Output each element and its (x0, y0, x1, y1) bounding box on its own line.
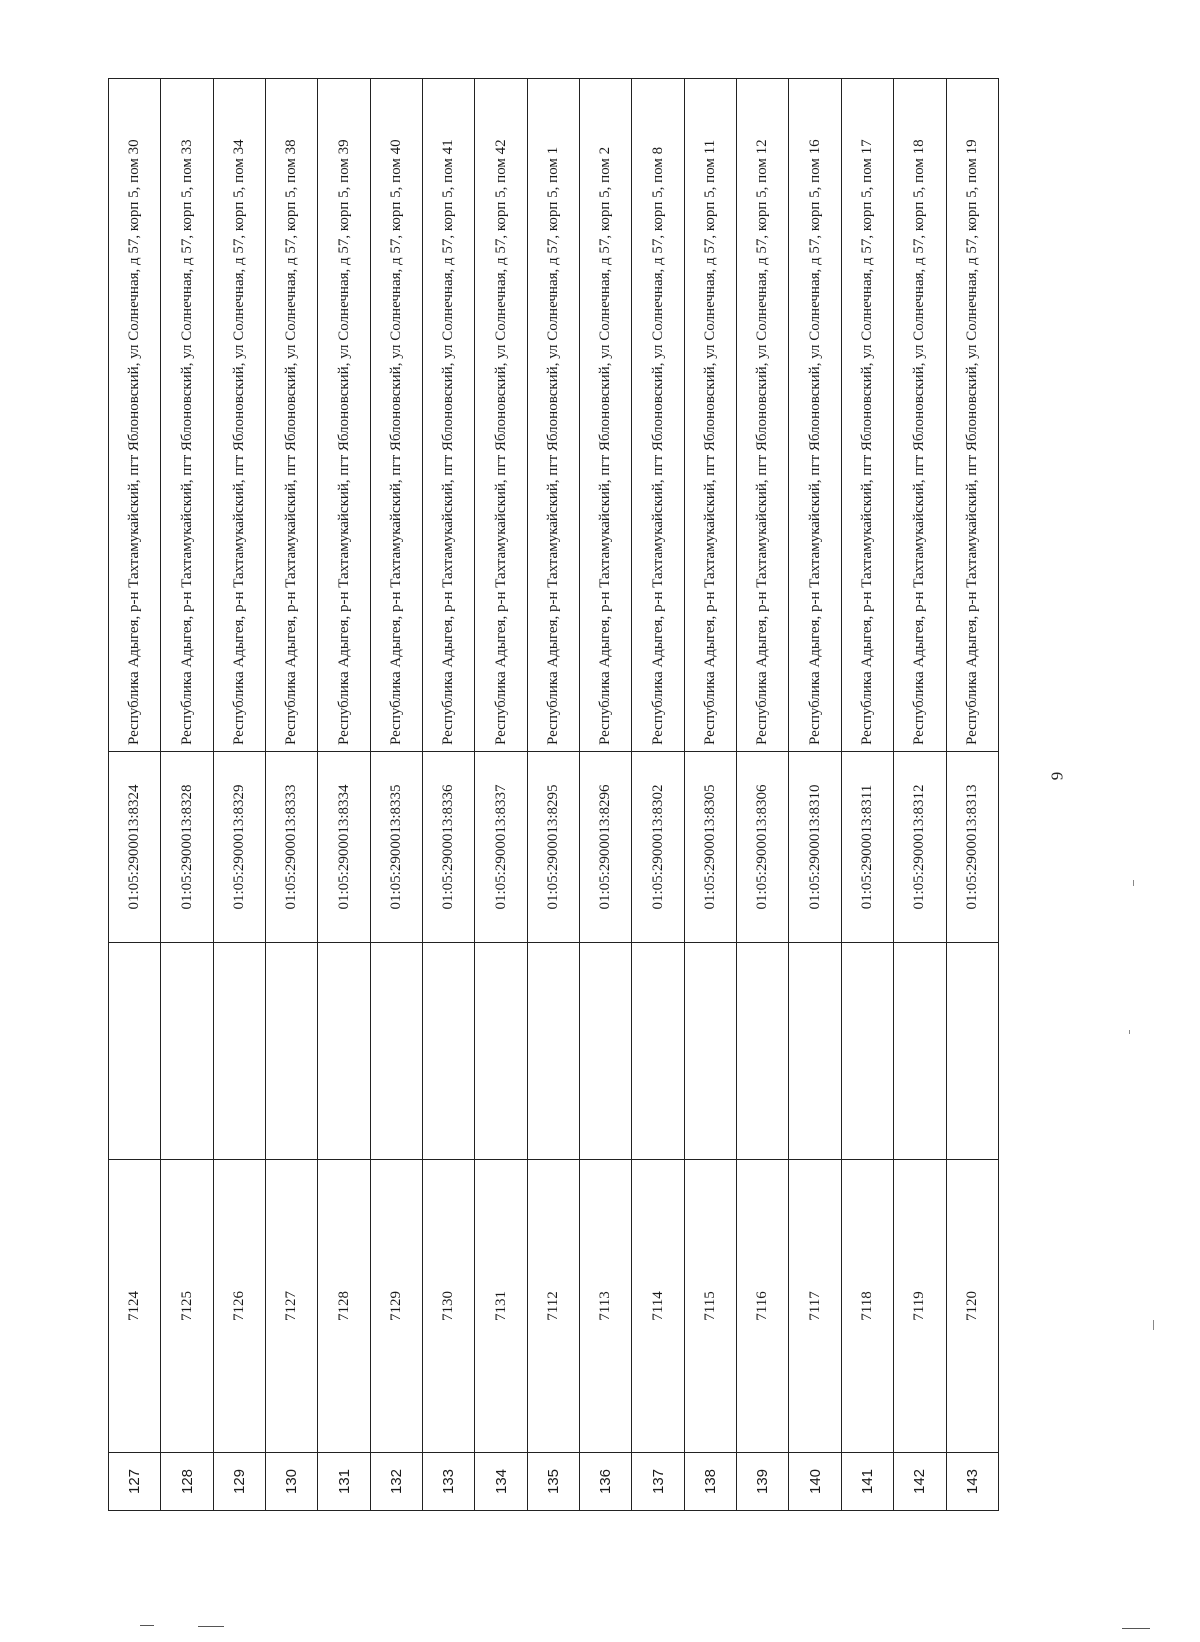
table-row (213, 79, 265, 1511)
record-id-cell: 7118 (841, 1160, 893, 1453)
address-cell: Республика Адыгея, р-н Тахтамукайский, пгт Яблоновский, ул Солнечная, д 57, корп 5, пом 38 (266, 79, 318, 752)
row-number-cell: 127 (109, 1453, 161, 1511)
row-number-cell: 129 (213, 1453, 265, 1511)
record-id-cell: 7131 (475, 1160, 527, 1453)
row-number-cell: 138 (684, 1453, 736, 1511)
row-number-cell: 139 (737, 1453, 789, 1511)
record-id-cell: 7113 (580, 1160, 632, 1453)
record-id-cell: 7126 (213, 1160, 265, 1453)
cadastral-number-cell: 01:05:2900013:8324 (109, 752, 161, 943)
empty-cell (213, 943, 265, 1160)
scan-mark (140, 1625, 154, 1626)
cadastral-number-cell: 01:05:2900013:8305 (684, 752, 736, 943)
empty-cell (684, 943, 736, 1160)
record-id-cell: 7114 (632, 1160, 684, 1453)
cadastral-number-cell: 01:05:2900013:8337 (475, 752, 527, 943)
record-id-cell: 7119 (894, 1160, 946, 1453)
record-id-cell: 7125 (161, 1160, 213, 1453)
scan-speck (1129, 1030, 1130, 1034)
empty-cell (946, 943, 999, 1160)
table-row (946, 79, 999, 1511)
row-number-cell: 133 (423, 1453, 475, 1511)
scan-mark (1122, 1628, 1150, 1629)
empty-cell (475, 943, 527, 1160)
cadastral-number-cell: 01:05:2900013:8302 (632, 752, 684, 943)
address-cell: Республика Адыгея, р-н Тахтамукайский, пгт Яблоновский, ул Солнечная, д 57, корп 5, пом 34 (213, 79, 265, 752)
empty-cell (266, 943, 318, 1160)
address-cell: Республика Адыгея, р-н Тахтамукайский, пгт Яблоновский, ул Солнечная, д 57, корп 5, пом 11 (684, 79, 736, 752)
cadastral-number-cell: 01:05:2900013:8328 (161, 752, 213, 943)
empty-cell (318, 943, 370, 1160)
address-cell: Республика Адыгея, р-н Тахтамукайский, пгт Яблоновский, ул Солнечная, д 57, корп 5, пом 17 (841, 79, 893, 752)
empty-cell (580, 943, 632, 1160)
row-number-cell: 140 (789, 1453, 841, 1511)
address-cell: Республика Адыгея, р-н Тахтамукайский, пгт Яблоновский, ул Солнечная, д 57, корп 5, пом 39 (318, 79, 370, 752)
record-id-cell: 7120 (946, 1160, 999, 1453)
record-id-cell: 7116 (737, 1160, 789, 1453)
empty-cell (789, 943, 841, 1160)
row-number-cell: 142 (894, 1453, 946, 1511)
row-number-cell: 130 (266, 1453, 318, 1511)
empty-cell (370, 943, 422, 1160)
rotated-table-wrapper (108, 79, 999, 1511)
table-row (266, 79, 318, 1511)
address-cell: Республика Адыгея, р-н Тахтамукайский, пгт Яблоновский, ул Солнечная, д 57, корп 5, пом 2 (580, 79, 632, 752)
table-row (423, 79, 475, 1511)
cadastral-number-cell: 01:05:2900013:8311 (841, 752, 893, 943)
address-cell: Республика Адыгея, р-н Тахтамукайский, пгт Яблоновский, ул Солнечная, д 57, корп 5, пом 19 (946, 79, 999, 752)
record-id-cell: 7117 (789, 1160, 841, 1453)
record-id-cell: 7124 (109, 1160, 161, 1453)
record-id-cell: 7129 (370, 1160, 422, 1453)
property-register-table (108, 78, 999, 1511)
table-row (841, 79, 893, 1511)
address-cell: Республика Адыгея, р-н Тахтамукайский, пгт Яблоновский, ул Солнечная, д 57, корп 5, пом 8 (632, 79, 684, 752)
address-cell: Республика Адыгея, р-н Тахтамукайский, пгт Яблоновский, ул Солнечная, д 57, корп 5, пом 16 (789, 79, 841, 752)
address-cell: Республика Адыгея, р-н Тахтамукайский, пгт Яблоновский, ул Солнечная, д 57, корп 5, пом 40 (370, 79, 422, 752)
row-number-cell: 141 (841, 1453, 893, 1511)
cadastral-number-cell: 01:05:2900013:8310 (789, 752, 841, 943)
cadastral-number-cell: 01:05:2900013:8329 (213, 752, 265, 943)
table-row (737, 79, 789, 1511)
row-number-cell: 134 (475, 1453, 527, 1511)
scan-speck (1153, 1320, 1154, 1330)
table-row (527, 79, 579, 1511)
address-cell: Республика Адыгея, р-н Тахтамукайский, пгт Яблоновский, ул Солнечная, д 57, корп 5, пом 1 (527, 79, 579, 752)
cadastral-number-cell: 01:05:2900013:8295 (527, 752, 579, 943)
cadastral-number-cell: 01:05:2900013:8312 (894, 752, 946, 943)
address-cell: Республика Адыгея, р-н Тахтамукайский, пгт Яблоновский, ул Солнечная, д 57, корп 5, пом 12 (737, 79, 789, 752)
scan-mark (198, 1626, 224, 1627)
table-row (109, 79, 161, 1511)
row-number-cell: 132 (370, 1453, 422, 1511)
address-cell: Республика Адыгея, р-н Тахтамукайский, пгт Яблоновский, ул Солнечная, д 57, корп 5, пом 18 (894, 79, 946, 752)
address-cell: Республика Адыгея, р-н Тахтамукайский, пгт Яблоновский, ул Солнечная, д 57, корп 5, пом 30 (109, 79, 161, 752)
cadastral-number-cell: 01:05:2900013:8333 (266, 752, 318, 943)
address-cell: Республика Адыгея, р-н Тахтамукайский, пгт Яблоновский, ул Солнечная, д 57, корп 5, пом 42 (475, 79, 527, 752)
cadastral-number-cell: 01:05:2900013:8296 (580, 752, 632, 943)
cadastral-number-cell: 01:05:2900013:8336 (423, 752, 475, 943)
record-id-cell: 7115 (684, 1160, 736, 1453)
table-row (318, 79, 370, 1511)
cadastral-number-cell: 01:05:2900013:8335 (370, 752, 422, 943)
table-row (370, 79, 422, 1511)
empty-cell (161, 943, 213, 1160)
empty-cell (632, 943, 684, 1160)
table-row (475, 79, 527, 1511)
table-row (161, 79, 213, 1511)
scan-speck (1133, 880, 1134, 886)
table-row (632, 79, 684, 1511)
empty-cell (423, 943, 475, 1160)
record-id-cell: 7128 (318, 1160, 370, 1453)
table-row (789, 79, 841, 1511)
empty-cell (894, 943, 946, 1160)
row-number-cell: 131 (318, 1453, 370, 1511)
cadastral-number-cell: 01:05:2900013:8313 (946, 752, 999, 943)
row-number-cell: 136 (580, 1453, 632, 1511)
empty-cell (109, 943, 161, 1160)
empty-cell (737, 943, 789, 1160)
record-id-cell: 7130 (423, 1160, 475, 1453)
row-number-cell: 135 (527, 1453, 579, 1511)
cadastral-number-cell: 01:05:2900013:8334 (318, 752, 370, 943)
table-row (580, 79, 632, 1511)
cadastral-number-cell: 01:05:2900013:8306 (737, 752, 789, 943)
table-row (894, 79, 946, 1511)
record-id-cell: 7112 (527, 1160, 579, 1453)
address-cell: Республика Адыгея, р-н Тахтамукайский, пгт Яблоновский, ул Солнечная, д 57, корп 5, пом 41 (423, 79, 475, 752)
page-number: 9 (1047, 771, 1067, 781)
address-cell: Республика Адыгея, р-н Тахтамукайский, пгт Яблоновский, ул Солнечная, д 57, корп 5, пом 33 (161, 79, 213, 752)
row-number-cell: 137 (632, 1453, 684, 1511)
table-row (684, 79, 736, 1511)
table-body (109, 79, 999, 1511)
empty-cell (527, 943, 579, 1160)
row-number-cell: 143 (946, 1453, 999, 1511)
record-id-cell: 7127 (266, 1160, 318, 1453)
empty-cell (841, 943, 893, 1160)
row-number-cell: 128 (161, 1453, 213, 1511)
